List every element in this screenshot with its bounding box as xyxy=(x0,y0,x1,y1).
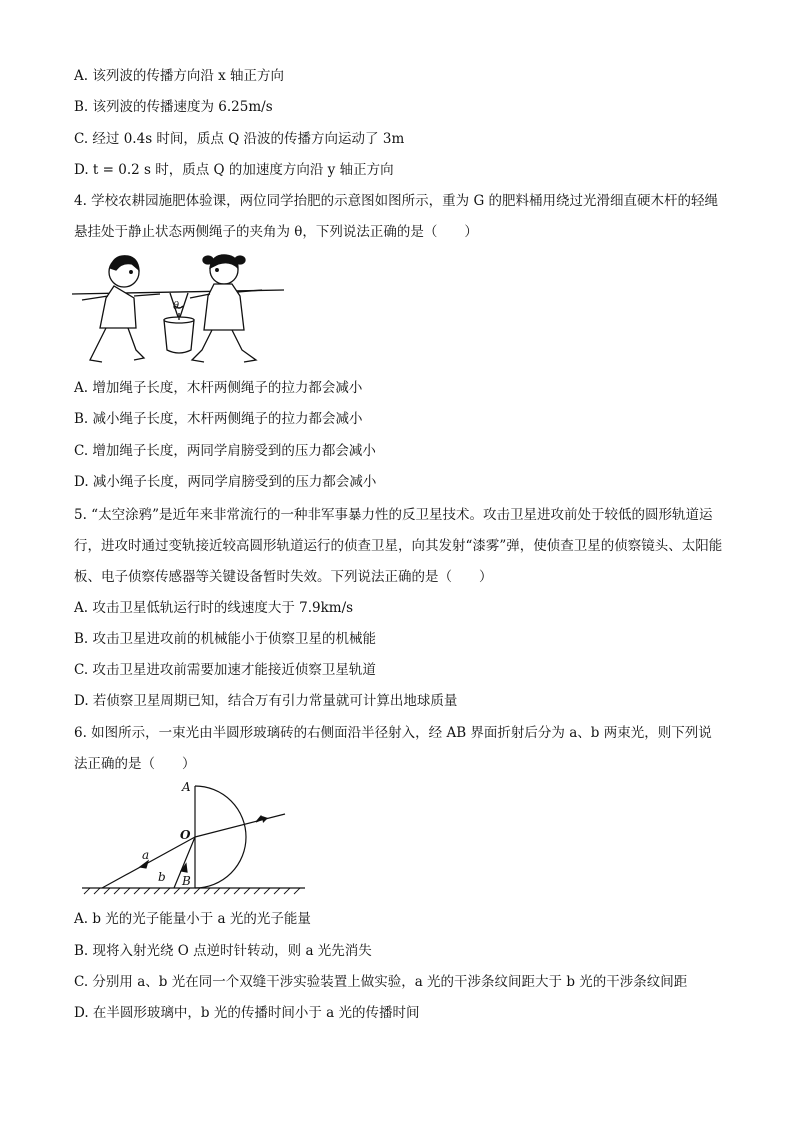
q3-option-b: B. 该列波的传播速度为 6.25m/s xyxy=(74,99,273,115)
q6-option-d: D. 在半圆形玻璃中，b 光的传播时间小于 a 光的传播时间 xyxy=(74,1005,420,1021)
label-b-point: B xyxy=(182,874,191,888)
label-a-point: A xyxy=(182,780,191,794)
q5-stem: 5. “太空涂鸦”是近年来非常流行的一种非军事暴力性的反卫星技术。攻击卫星进攻前处于较低的圆形轨道运行，进攻时通过变轨接近较高圆形轨道运行的侦查卫星，向其发射“漆雾”弹，使侦查卫星的侦察镜头、太阳能板、电子侦察传感器等关键设备暂时失效。下列说法正确的是（ ） xyxy=(74,507,723,585)
q5-option-b: B. 攻击卫星进攻前的机械能小于侦察卫星的机械能 xyxy=(74,631,377,647)
q3-option-c: C. 经过 0.4s 时间，质点 Q 沿波的传播方向运动了 3m xyxy=(74,131,405,147)
label-ray-a: a xyxy=(142,848,150,862)
q5-option-c: C. 攻击卫星进攻前需要加速才能接近侦察卫星轨道 xyxy=(74,662,376,678)
q3-option-d: D. t = 0.2 s 时，质点 Q 的加速度方向沿 y 轴正方向 xyxy=(74,162,394,178)
q3-option-a: A. 该列波的传播方向沿 x 轴正方向 xyxy=(74,68,285,84)
q6-option-b: B. 现将入射光绕 O 点逆时针转动，则 a 光先消失 xyxy=(74,943,372,959)
label-o-point: O xyxy=(180,828,191,842)
q4-option-a: A. 增加绳子长度，木杆两侧绳子的拉力都会减小 xyxy=(74,380,363,396)
label-ray-b: b xyxy=(158,870,166,884)
q4-figure-students-carrying-bucket xyxy=(72,250,287,368)
q5-option-a: A. 攻击卫星低轨运行时的线速度大于 7.9km/s xyxy=(74,600,354,616)
q5-option-d: D. 若侦察卫星周期已知，结合万有引力常量就可计算出地球质量 xyxy=(74,693,458,709)
q6-figure-semicircle-glass xyxy=(80,778,310,898)
q4-stem: 4. 学校农耕园施肥体验课，两位同学抬肥的示意图如图所示，重为 G 的肥料桶用绕过光滑细直硬木杆的轻绳悬挂处于静止状态两侧绳子的夹角为 θ，下列说法正确的是（ ） xyxy=(74,193,719,240)
q4-option-b: B. 减小绳子长度，木杆两侧绳子的拉力都会减小 xyxy=(74,411,363,427)
q6-stem: 6. 如图所示，一束光由半圆形玻璃砖的右侧面沿半径射入，经 AB 界面折射后分为 a、b 两束光，则下列说法正确的是（ ） xyxy=(74,725,712,772)
q6-option-c: C. 分别用 a、b 光在同一个双缝干涉实验装置上做实验，a 光的干涉条纹间距大于 b 光的干涉条纹间距 xyxy=(74,974,688,990)
theta-label: θ xyxy=(173,301,180,312)
q6-option-a: A. b 光的光子能量小于 a 光的光子能量 xyxy=(74,911,311,927)
q4-option-d: D. 减小绳子长度，两同学肩膀受到的压力都会减小 xyxy=(74,474,377,490)
q4-option-c: C. 增加绳子长度，两同学肩膀受到的压力都会减小 xyxy=(74,443,376,459)
